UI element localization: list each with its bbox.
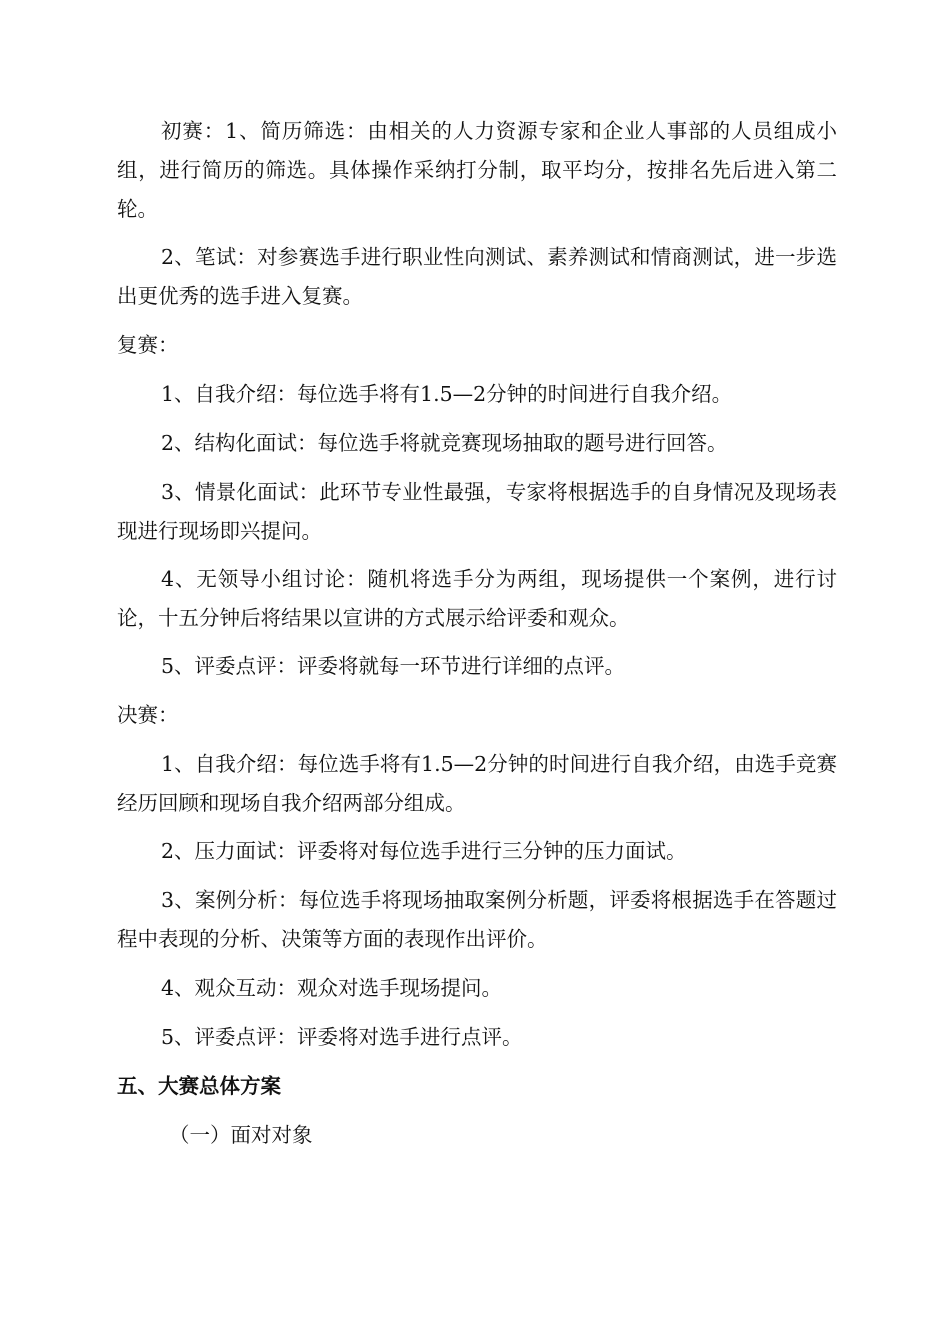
semifinal-item-3: 3、情景化面试：此环节专业性最强，专家将根据选手的自身情况及现场表现进行现场即兴提问。 [117,480,837,543]
final-label: 决赛： [117,703,179,727]
section-five-heading: 五、大赛总体方案 [117,1074,281,1098]
semifinal-item-2: 2、结构化面试：每位选手将就竞赛现场抽取的题号进行回答。 [161,431,728,455]
semifinal-label: 复赛： [117,333,179,357]
semifinal-item-1: 1、自我介绍：每位选手将有1.5—2分钟的时间进行自我介绍。 [161,382,733,406]
semifinal-item-5: 5、评委点评：评委将就每一环节进行详细的点评。 [161,654,626,678]
preliminary-paragraph-1: 初赛：1、简历筛选：由相关的人力资源专家和企业人事部的人员组成小组，进行简历的筛选。具体操作采纳打分制，取平均分，按排名先后进入第二轮。 [117,119,837,221]
section-five-subheading: （一）面对对象 [169,1123,313,1147]
document-page [117,112,837,1155]
final-item-5: 5、评委点评：评委将对选手进行点评。 [161,1025,523,1049]
final-item-2: 2、压力面试：评委将对每位选手进行三分钟的压力面试。 [161,839,687,863]
final-item-3: 3、案例分析：每位选手将现场抽取案例分析题，评委将根据选手在答题过程中表现的分析、决策等方面的表现作出评价。 [117,888,837,951]
preliminary-paragraph-2: 2、笔试：对参赛选手进行职业性向测试、素养测试和情商测试，进一步选出更优秀的选手进入复赛。 [117,245,837,308]
final-item-1: 1、自我介绍：每位选手将有1.5—2分钟的时间进行自我介绍，由选手竞赛经历回顾和现场自我介绍两部分组成。 [117,752,837,815]
semifinal-item-4: 4、无领导小组讨论：随机将选手分为两组，现场提供一个案例，进行讨论，十五分钟后将结果以宣讲的方式展示给评委和观众。 [117,567,837,630]
final-item-4: 4、观众互动：观众对选手现场提问。 [161,976,503,1000]
